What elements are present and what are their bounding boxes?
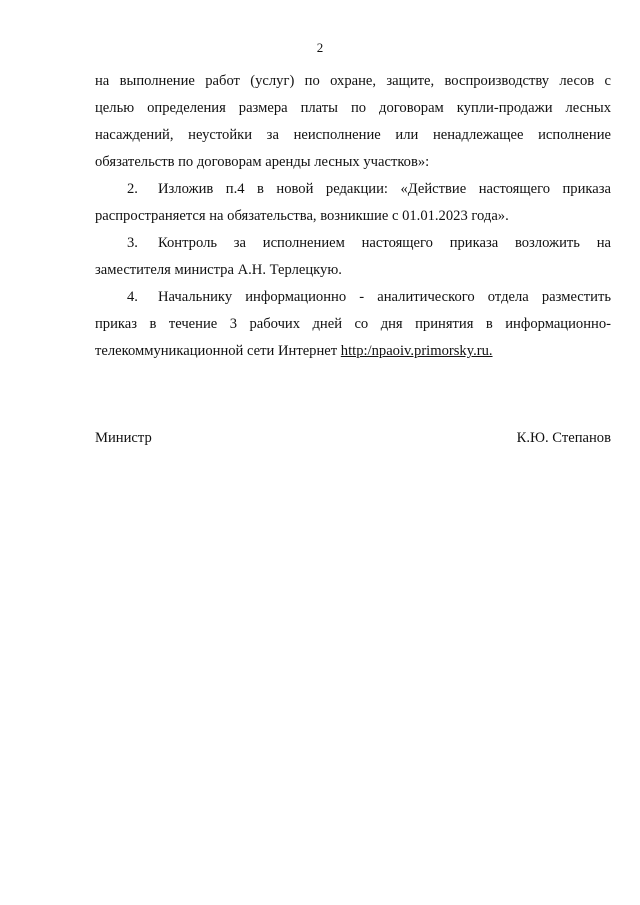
signatory-name: К.Ю. Степанов [516, 430, 611, 446]
text-line: на выполнение работ (услуг) по охране, защите, воспроизводству лесов с [95, 73, 611, 89]
text-line-first [95, 284, 611, 311]
text-line: распространяется на обязательства, возникшие с 01.01.2023 года». [95, 208, 509, 224]
item-number: 4. [127, 289, 138, 305]
paragraph-item-3 [95, 230, 611, 284]
text-line: Начальнику информационно - аналитического отдела разместить [158, 289, 611, 305]
text-line: заместителя министра А.Н. Терлецкую. [95, 262, 342, 278]
text-line-first [95, 230, 611, 257]
text-line: целью определения размера платы по договорам купли-продажи лесных [95, 100, 611, 116]
paragraph-item-4 [95, 284, 611, 365]
website-link[interactable]: http:/npaoiv.primorsky.ru. [340, 343, 493, 359]
item-number: 3. [127, 235, 138, 251]
text-line: приказ в течение 3 рабочих дней со дня принятия в информационно- [95, 316, 611, 332]
text-line: насаждений, неустойки за неисполнение или ненадлежащее исполнение [95, 127, 611, 143]
page-number: 2 [316, 40, 324, 55]
paragraph-1-continuation [95, 68, 611, 176]
text-line: Изложив п.4 в новой редакции: «Действие настоящего приказа [158, 181, 611, 197]
signatory-title: Министр [95, 430, 152, 446]
text-line: телекоммуникационной сети Интернет [95, 343, 341, 359]
paragraph-item-2 [95, 176, 611, 230]
document-body [95, 68, 611, 365]
item-number: 2. [127, 181, 138, 197]
text-line-with-link [95, 338, 611, 365]
text-line: обязательств по договорам аренды лесных участков»: [95, 154, 430, 170]
text-line-first [95, 176, 611, 203]
text-line: Контроль за исполнением настоящего приказа возложить на [158, 235, 611, 251]
